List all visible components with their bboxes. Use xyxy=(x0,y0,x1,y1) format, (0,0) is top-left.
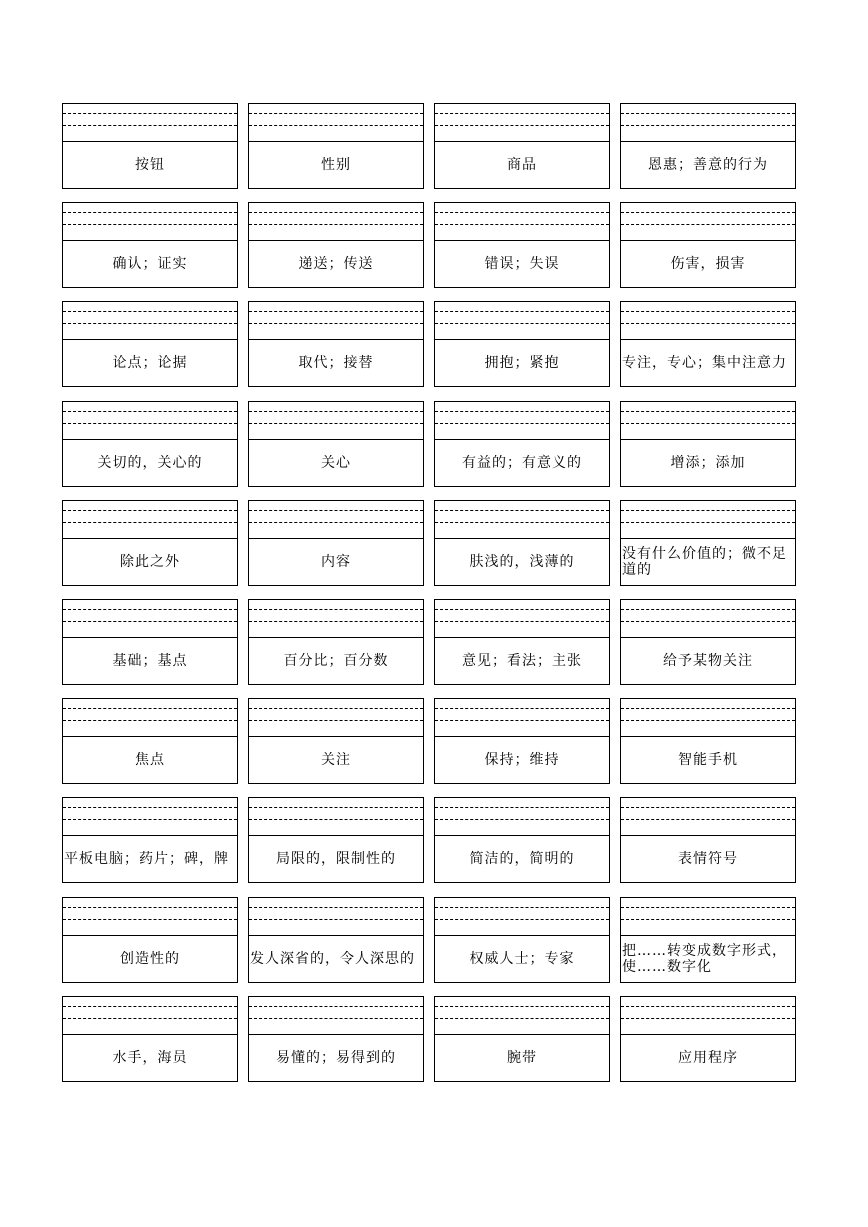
vocab-card xyxy=(434,797,610,883)
dashed-guide-line xyxy=(621,1006,795,1007)
dashed-guide-line xyxy=(435,1006,609,1007)
dashed-guide-line xyxy=(435,510,609,511)
dashed-guide-line xyxy=(63,907,237,908)
dashed-guide-line xyxy=(621,125,795,126)
writing-lines xyxy=(621,600,795,638)
dashed-guide-line xyxy=(621,919,795,920)
card-meaning: 肤浅的，浅薄的 xyxy=(469,554,575,570)
dashed-guide-line xyxy=(435,807,609,808)
dashed-guide-line xyxy=(249,323,423,324)
dashed-guide-line xyxy=(63,212,237,213)
dashed-guide-line xyxy=(249,212,423,213)
dashed-guide-line xyxy=(621,113,795,114)
card-meaning: 简洁的，简明的 xyxy=(469,851,575,867)
card-meaning: 递送；传送 xyxy=(298,256,374,272)
writing-lines xyxy=(249,898,423,936)
writing-lines xyxy=(249,600,423,638)
card-meaning: 局限的，限制性的 xyxy=(276,851,396,867)
vocab-card xyxy=(62,500,238,586)
writing-lines xyxy=(63,203,237,241)
writing-lines xyxy=(435,104,609,142)
dashed-guide-line xyxy=(621,807,795,808)
vocab-card xyxy=(248,301,424,387)
dashed-guide-line xyxy=(435,621,609,622)
dashed-guide-line xyxy=(435,907,609,908)
dashed-guide-line xyxy=(249,510,423,511)
card-meaning: 百分比；百分数 xyxy=(283,653,389,669)
writing-lines xyxy=(621,798,795,836)
dashed-guide-line xyxy=(249,311,423,312)
dashed-guide-line xyxy=(249,423,423,424)
vocab-card xyxy=(62,103,238,189)
dashed-guide-line xyxy=(249,807,423,808)
dashed-guide-line xyxy=(249,1018,423,1019)
dashed-guide-line xyxy=(63,125,237,126)
vocab-card xyxy=(434,401,610,487)
writing-lines xyxy=(63,104,237,142)
card-meaning: 取代；接替 xyxy=(298,355,374,371)
dashed-guide-line xyxy=(621,311,795,312)
dashed-guide-line xyxy=(621,819,795,820)
writing-lines xyxy=(621,997,795,1035)
vocab-card xyxy=(248,401,424,487)
card-meaning: 创造性的 xyxy=(120,951,180,967)
vocab-card xyxy=(620,797,796,883)
dashed-guide-line xyxy=(249,720,423,721)
dashed-guide-line xyxy=(63,807,237,808)
card-meaning: 焦点 xyxy=(135,752,165,768)
card-meaning: 除此之外 xyxy=(120,554,180,570)
vocab-card xyxy=(248,599,424,685)
writing-lines xyxy=(63,798,237,836)
vocab-card xyxy=(620,301,796,387)
vocab-card xyxy=(434,500,610,586)
card-meaning: 没有什么价值的；微不足道的 xyxy=(622,546,787,578)
dashed-guide-line xyxy=(63,113,237,114)
card-meaning: 腕带 xyxy=(507,1050,537,1066)
dashed-guide-line xyxy=(249,1006,423,1007)
dashed-guide-line xyxy=(63,720,237,721)
vocab-card xyxy=(248,698,424,784)
dashed-guide-line xyxy=(63,609,237,610)
vocab-card xyxy=(62,202,238,288)
writing-lines xyxy=(249,302,423,340)
writing-lines xyxy=(435,699,609,737)
dashed-guide-line xyxy=(621,522,795,523)
card-meaning: 按钮 xyxy=(135,157,165,173)
card-meaning: 应用程序 xyxy=(678,1050,738,1066)
writing-lines xyxy=(621,699,795,737)
dashed-guide-line xyxy=(435,311,609,312)
dashed-guide-line xyxy=(63,621,237,622)
dashed-guide-line xyxy=(621,907,795,908)
dashed-guide-line xyxy=(249,224,423,225)
writing-lines xyxy=(249,203,423,241)
dashed-guide-line xyxy=(435,819,609,820)
dashed-guide-line xyxy=(63,1018,237,1019)
vocab-card xyxy=(62,897,238,983)
card-meaning: 关心 xyxy=(321,455,351,471)
card-meaning: 确认；证实 xyxy=(112,256,188,272)
vocab-card xyxy=(620,996,796,1082)
card-meaning: 水手，海员 xyxy=(112,1050,188,1066)
writing-lines xyxy=(63,699,237,737)
vocab-card xyxy=(62,698,238,784)
dashed-guide-line xyxy=(63,224,237,225)
dashed-guide-line xyxy=(435,411,609,412)
dashed-guide-line xyxy=(249,609,423,610)
dashed-guide-line xyxy=(435,423,609,424)
writing-lines xyxy=(249,104,423,142)
vocab-card xyxy=(434,599,610,685)
vocab-card xyxy=(620,202,796,288)
dashed-guide-line xyxy=(249,919,423,920)
dashed-guide-line xyxy=(621,323,795,324)
card-meaning: 有益的；有意义的 xyxy=(462,455,582,471)
vocab-card xyxy=(248,797,424,883)
writing-lines xyxy=(63,898,237,936)
vocab-card xyxy=(620,401,796,487)
writing-lines xyxy=(249,798,423,836)
writing-lines xyxy=(435,302,609,340)
dashed-guide-line xyxy=(435,522,609,523)
card-meaning: 基础；基点 xyxy=(112,653,188,669)
dashed-guide-line xyxy=(621,720,795,721)
dashed-guide-line xyxy=(435,708,609,709)
card-meaning: 性别 xyxy=(321,157,351,173)
dashed-guide-line xyxy=(435,609,609,610)
card-meaning: 表情符号 xyxy=(678,851,738,867)
dashed-guide-line xyxy=(621,1018,795,1019)
writing-lines xyxy=(621,402,795,440)
card-meaning: 专注，专心；集中注意力 xyxy=(622,355,787,371)
writing-lines xyxy=(621,203,795,241)
vocab-card xyxy=(248,103,424,189)
dashed-guide-line xyxy=(63,311,237,312)
dashed-guide-line xyxy=(63,510,237,511)
dashed-guide-line xyxy=(621,212,795,213)
writing-lines xyxy=(435,402,609,440)
dashed-guide-line xyxy=(249,621,423,622)
writing-lines xyxy=(63,302,237,340)
writing-lines xyxy=(435,798,609,836)
writing-lines xyxy=(249,699,423,737)
writing-lines xyxy=(621,104,795,142)
vocab-card xyxy=(434,698,610,784)
dashed-guide-line xyxy=(249,411,423,412)
writing-lines xyxy=(249,501,423,539)
dashed-guide-line xyxy=(249,113,423,114)
writing-lines xyxy=(63,501,237,539)
card-meaning: 关注 xyxy=(321,752,351,768)
card-meaning: 论点；论据 xyxy=(112,355,188,371)
card-meaning: 发人深省的，令人深思的 xyxy=(250,951,415,967)
card-meaning: 智能手机 xyxy=(678,752,738,768)
dashed-guide-line xyxy=(435,1018,609,1019)
dashed-guide-line xyxy=(435,919,609,920)
vocab-card xyxy=(248,897,424,983)
writing-lines xyxy=(435,501,609,539)
card-meaning: 意见；看法；主张 xyxy=(462,653,582,669)
vocab-card xyxy=(62,599,238,685)
vocab-card xyxy=(620,897,796,983)
vocab-card xyxy=(434,202,610,288)
vocab-card xyxy=(62,797,238,883)
card-meaning: 商品 xyxy=(507,157,537,173)
dashed-guide-line xyxy=(63,411,237,412)
dashed-guide-line xyxy=(621,411,795,412)
dashed-guide-line xyxy=(621,621,795,622)
vocab-card xyxy=(248,202,424,288)
dashed-guide-line xyxy=(435,125,609,126)
dashed-guide-line xyxy=(621,609,795,610)
card-meaning: 错误；失误 xyxy=(484,256,560,272)
vocab-card xyxy=(248,500,424,586)
card-meaning: 平板电脑；药片；碑，牌 xyxy=(64,851,229,867)
dashed-guide-line xyxy=(63,708,237,709)
dashed-guide-line xyxy=(249,907,423,908)
dashed-guide-line xyxy=(435,323,609,324)
card-meaning: 关切的，关心的 xyxy=(97,455,203,471)
vocab-card xyxy=(62,401,238,487)
card-meaning: 内容 xyxy=(321,554,351,570)
vocab-card xyxy=(620,698,796,784)
dashed-guide-line xyxy=(435,224,609,225)
vocab-card xyxy=(434,897,610,983)
vocab-card xyxy=(434,301,610,387)
dashed-guide-line xyxy=(249,522,423,523)
writing-lines xyxy=(249,997,423,1035)
writing-lines xyxy=(621,501,795,539)
writing-lines xyxy=(63,600,237,638)
vocab-card xyxy=(62,301,238,387)
dashed-guide-line xyxy=(63,522,237,523)
dashed-guide-line xyxy=(63,423,237,424)
vocab-card xyxy=(62,996,238,1082)
dashed-guide-line xyxy=(435,212,609,213)
dashed-guide-line xyxy=(249,125,423,126)
card-meaning: 保持；维持 xyxy=(484,752,560,768)
dashed-guide-line xyxy=(621,510,795,511)
dashed-guide-line xyxy=(63,919,237,920)
dashed-guide-line xyxy=(435,113,609,114)
dashed-guide-line xyxy=(63,1006,237,1007)
writing-lines xyxy=(435,997,609,1035)
writing-lines xyxy=(621,898,795,936)
dashed-guide-line xyxy=(249,708,423,709)
vocab-card xyxy=(434,996,610,1082)
writing-lines xyxy=(63,997,237,1035)
dashed-guide-line xyxy=(621,708,795,709)
card-meaning: 易懂的；易得到的 xyxy=(276,1050,396,1066)
card-meaning: 伤害，损害 xyxy=(670,256,746,272)
card-meaning: 权威人士；专家 xyxy=(469,951,575,967)
writing-lines xyxy=(63,402,237,440)
card-meaning: 给予某物关注 xyxy=(663,653,753,669)
vocab-card xyxy=(620,500,796,586)
writing-lines xyxy=(621,302,795,340)
writing-lines xyxy=(435,600,609,638)
vocab-card xyxy=(248,996,424,1082)
writing-lines xyxy=(435,203,609,241)
dashed-guide-line xyxy=(249,819,423,820)
dashed-guide-line xyxy=(63,323,237,324)
writing-lines xyxy=(249,402,423,440)
vocab-card xyxy=(434,103,610,189)
card-meaning: 拥抱；紧抱 xyxy=(484,355,560,371)
writing-lines xyxy=(435,898,609,936)
card-meaning: 增添；添加 xyxy=(670,455,746,471)
dashed-guide-line xyxy=(435,720,609,721)
vocab-card xyxy=(620,103,796,189)
dashed-guide-line xyxy=(621,224,795,225)
vocab-card xyxy=(620,599,796,685)
dashed-guide-line xyxy=(63,819,237,820)
card-meaning: 把……转变成数字形式，使……数字化 xyxy=(622,943,787,975)
card-meaning: 恩惠；善意的行为 xyxy=(648,157,768,173)
dashed-guide-line xyxy=(621,423,795,424)
